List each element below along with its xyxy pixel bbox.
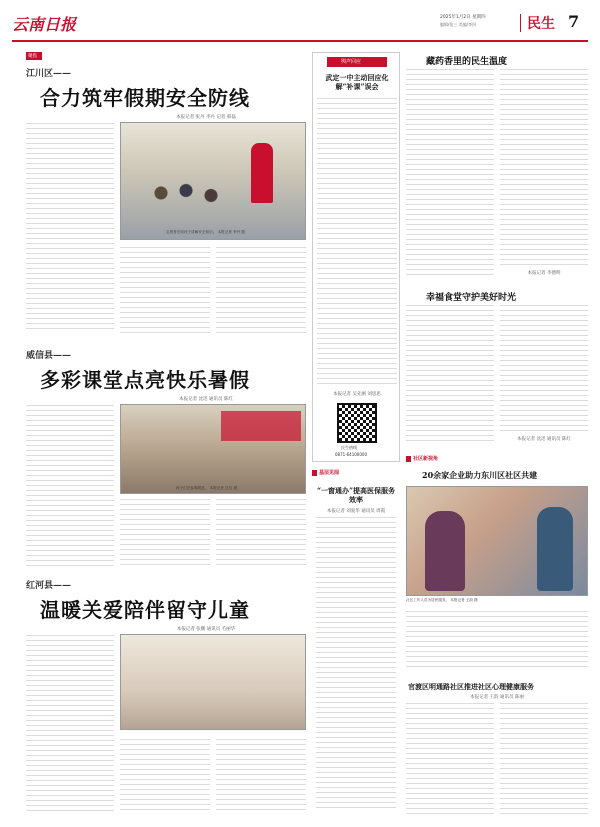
- issue-date: 2025年1月2日 星期四: [440, 15, 486, 20]
- column-headline: 武定一中主动回应化解“补课”误会: [325, 73, 389, 91]
- article-photo: [120, 404, 306, 494]
- exhibit-wall-icon: [221, 411, 301, 441]
- headline: 20余家企业助力东川区社区共建: [422, 470, 538, 480]
- community-tag: 社区新视角: [413, 456, 439, 462]
- body-text: [26, 404, 114, 569]
- page-number: 7: [568, 12, 580, 31]
- section-divider: [520, 14, 521, 32]
- body-text-2: [120, 738, 210, 814]
- page-editor: 编辑/张三 美编/李四: [440, 22, 476, 27]
- grassroots-tag-icon: [312, 470, 317, 476]
- body-text: [26, 122, 114, 332]
- body-text-2: [120, 246, 210, 336]
- grassroots-headline: “一窗通办”提高医保服务效率: [316, 486, 396, 504]
- body-text-3: [216, 246, 306, 336]
- story-jiangchuan: [26, 52, 306, 342]
- story-mingtong: [406, 680, 588, 820]
- story-community: [406, 454, 588, 674]
- masthead: [0, 0, 600, 44]
- body-text: [406, 610, 588, 670]
- story-weixin: [26, 348, 306, 573]
- qr-code-icon: [337, 403, 377, 443]
- body-text-2: [500, 702, 588, 818]
- byline: 本报记者 李德明: [527, 271, 561, 276]
- headline: 官渡区明通路社区推进社区心理健康服务: [408, 682, 534, 691]
- body-text: [26, 634, 114, 814]
- headline: 温暖关爱陪伴留守儿童: [40, 598, 250, 622]
- body-text-3: [216, 738, 306, 814]
- masthead-rule: [12, 40, 588, 42]
- column-tag-label: 舆声回应: [341, 59, 362, 65]
- place-label: 江川区——: [26, 69, 72, 79]
- byline: 本报记者 张丹 李丹 记者 韩磊: [176, 115, 236, 120]
- story-tibetan-medicine: [406, 52, 588, 282]
- photo-caption: 志愿者在给孩子讲解安全知识。 本报记者 李丹 摄: [166, 230, 245, 234]
- story-canteen: [406, 288, 588, 448]
- headline: 藏药香里的民生温度: [426, 57, 508, 67]
- column-opinion: [312, 52, 400, 462]
- headline: 幸福食堂守护美好时光: [426, 293, 517, 303]
- newspaper-logo: 云南日报: [12, 15, 77, 34]
- article-photo: [120, 634, 306, 730]
- byline: 本报记者 沈迅 通讯员 陈红: [179, 397, 233, 402]
- grassroots-body: [316, 516, 396, 812]
- place-label: 红河县——: [26, 581, 72, 591]
- byline: 本报记者 沈迅 通讯员 陈红: [517, 437, 571, 442]
- hotline-label: 民生热线: [341, 445, 357, 450]
- grassroots-byline: 本报记者 刘爱华 通讯员 周霞: [326, 509, 386, 514]
- article-photo: [406, 486, 588, 596]
- place-label: 威信县——: [26, 351, 72, 361]
- focus-tag-label: 聚焦: [28, 54, 37, 59]
- grassroots-tag: 基层见闻: [319, 470, 340, 476]
- section-name: 民生: [527, 16, 555, 32]
- body-text: [406, 68, 494, 278]
- body-text-2: [120, 498, 210, 568]
- photo-caption: 孩子们在参观展览。 本报记者 沈迅 摄: [176, 486, 237, 490]
- headline: 多彩课堂点亮快乐暑假: [40, 368, 250, 392]
- column-byline: 本报记者 吴先刚 刘思思: [333, 392, 381, 397]
- article-photo: [120, 122, 306, 240]
- body-text-2: [500, 304, 588, 434]
- headline: 合力筑牢假期安全防线: [40, 86, 250, 110]
- body-text: [406, 304, 494, 444]
- body-text: [406, 702, 494, 818]
- column-grassroots: [312, 468, 400, 818]
- hotline-number: 0871-64100000: [335, 452, 367, 457]
- volunteer-figure-icon: [251, 143, 273, 203]
- body-text-3: [216, 498, 306, 568]
- resident-figure-icon: [425, 511, 465, 591]
- body-text-2: [500, 68, 588, 268]
- photo-caption: 社区工作人员为居民服务。 本报记者 王韵 摄: [406, 598, 478, 602]
- byline: 本报记者 张鹏 通讯员 毛丽华: [176, 627, 236, 632]
- byline: 本报记者 王韵 通讯员 陈丽: [470, 695, 524, 700]
- children-group-icon: [141, 173, 241, 223]
- column-body: [317, 97, 397, 387]
- community-tag-icon: [406, 456, 411, 462]
- worker-figure-icon: [537, 507, 573, 591]
- story-honghe: [26, 578, 306, 818]
